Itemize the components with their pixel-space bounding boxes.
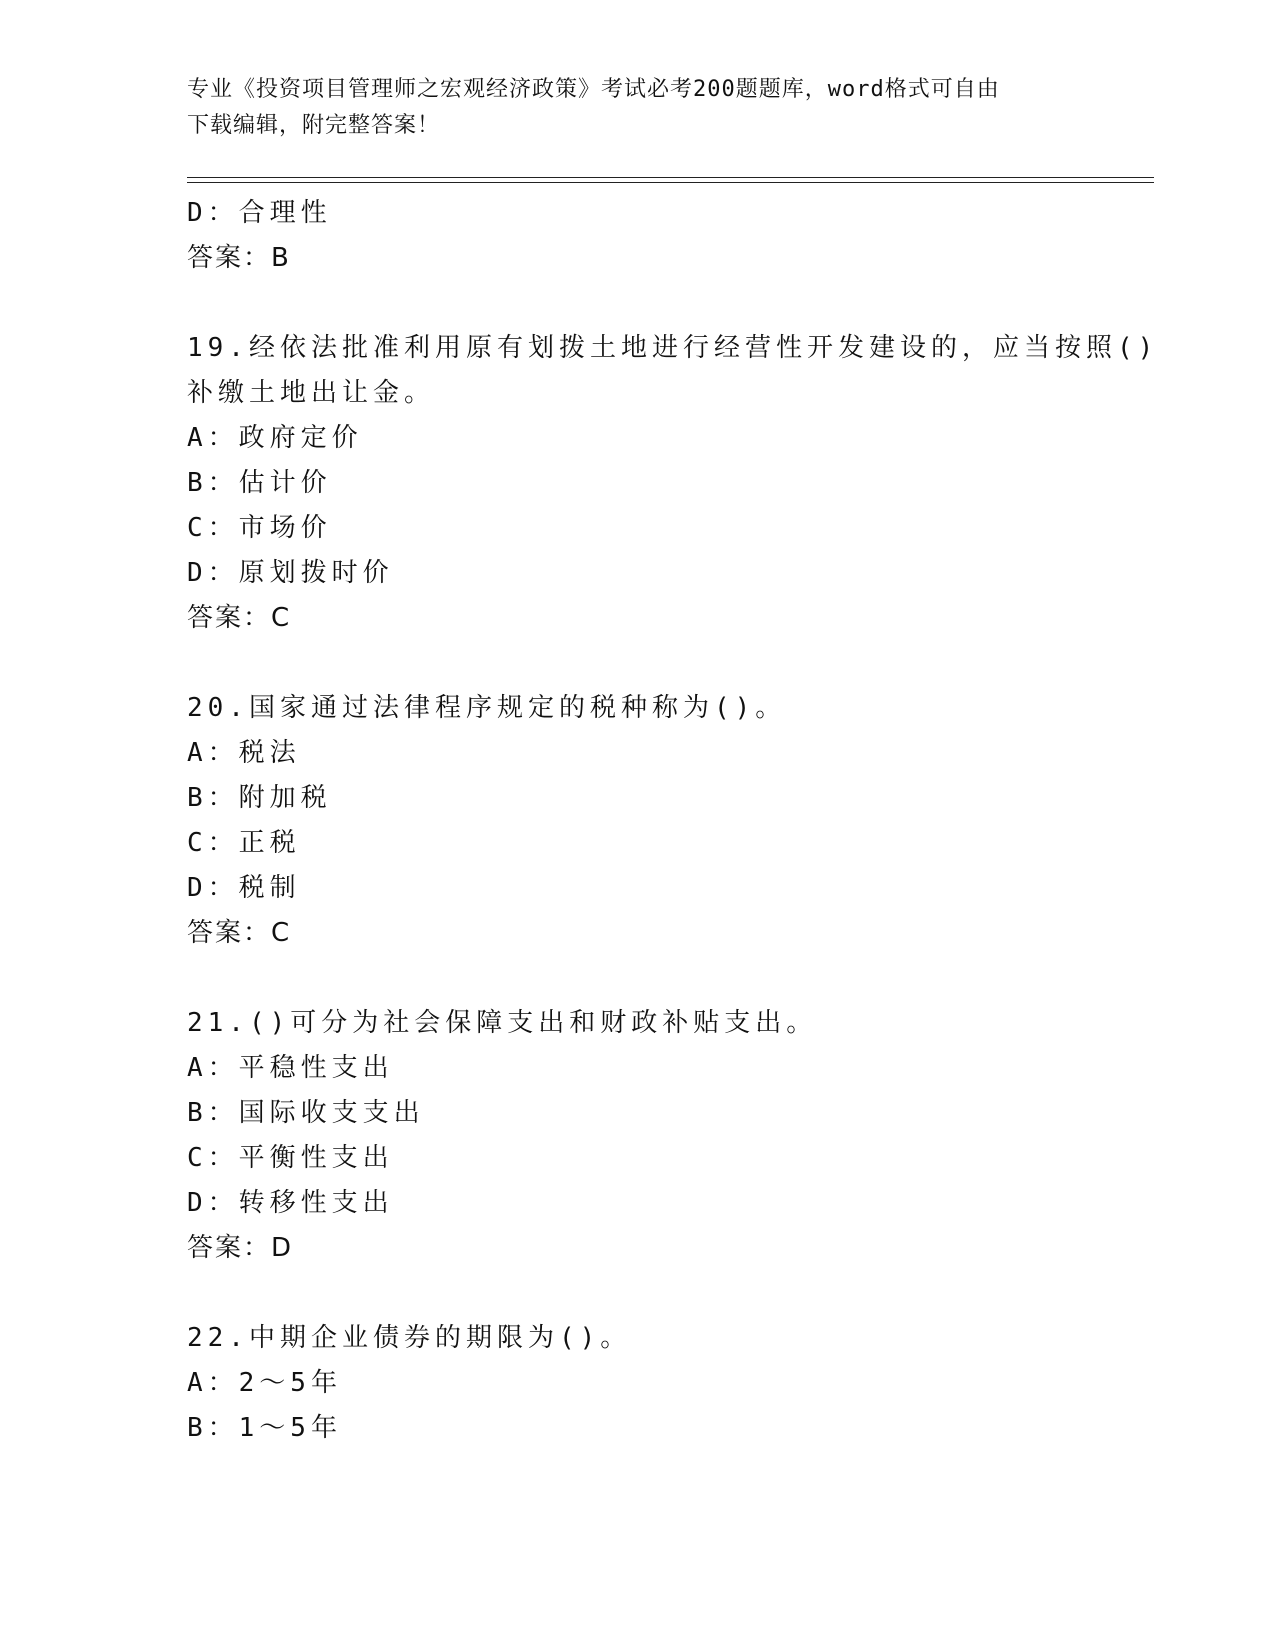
question-21-stem-line-1: 21.()可分为社会保障支出和财政补贴支出。 [187, 1008, 818, 1038]
question-19-stem-line-1: 19.经依法批准利用原有划拨土地进行经营性开发建设的，应当按照() [187, 333, 1159, 363]
question-21-option-a: A：平稳性支出 [187, 1053, 394, 1083]
header-line-2: 下载编辑，附完整答案！ [187, 113, 441, 138]
question-21-option-b: B：国际收支支出 [187, 1098, 425, 1128]
question-19-stem-line-2: 补缴土地出让金。 [187, 378, 436, 408]
question-21-option-d: D：转移性支出 [187, 1188, 394, 1218]
question-22-option-a: A：2～5年 [187, 1368, 342, 1398]
prev-answer: 答案：B [187, 243, 291, 273]
question-21-option-c: C：平衡性支出 [187, 1143, 394, 1173]
header-divider-bottom [187, 182, 1154, 183]
prev-option-d: D：合理性 [187, 198, 332, 228]
header-divider-top [187, 177, 1154, 178]
question-20-stem-line-1: 20.国家通过法律程序规定的税种称为()。 [187, 693, 787, 723]
question-21-answer: 答案：D [187, 1233, 294, 1263]
question-20-option-c: C：正税 [187, 828, 301, 858]
question-19-answer: 答案：C [187, 603, 292, 633]
question-22-option-b: B：1～5年 [187, 1413, 342, 1443]
question-20-option-b: B：附加税 [187, 783, 332, 813]
question-19-option-a: A：政府定价 [187, 423, 363, 453]
question-20-answer: 答案：C [187, 918, 292, 948]
question-22-stem-line-1: 22.中期企业债券的期限为()。 [187, 1323, 632, 1353]
header-line-1: 专业《投资项目管理师之宏观经济政策》考试必考200题题库，word格式可自由 [187, 77, 1000, 102]
question-19-option-c: C：市场价 [187, 513, 332, 543]
question-20-option-d: D：税制 [187, 873, 301, 903]
document-header [187, 72, 1067, 144]
question-20-option-a: A：税法 [187, 738, 301, 768]
question-19-option-d: D：原划拨时价 [187, 558, 394, 588]
question-19-option-b: B：估计价 [187, 468, 332, 498]
